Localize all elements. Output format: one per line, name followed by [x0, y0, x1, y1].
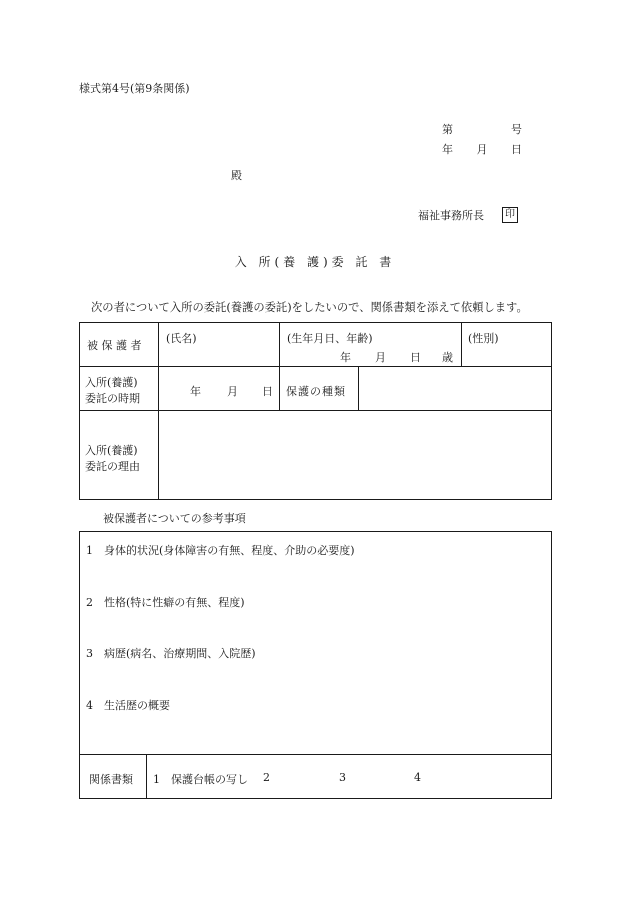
reason-label-line2: 委託の理由 [85, 460, 140, 473]
document-number-line [442, 121, 522, 137]
protection-type-label: 保護の種類 [286, 385, 346, 398]
period-month-unit: 月 [227, 385, 238, 398]
reference-item-personality: 2 性格(特に性癖の有無、程度) [86, 596, 245, 609]
issue-date-line [442, 141, 522, 157]
seal-mark: 印 [502, 207, 518, 223]
intro-text: 次の者について入所の委託(養護の委託)をしたいので、関係書類を添えて依頼します。 [91, 301, 528, 314]
birth-day-unit: 日 [410, 351, 421, 364]
reference-item-medical: 3 病歴(病名、治療期間、入院歴) [86, 647, 256, 660]
reference-item-physical: 1 身体的状況(身体障害の有無、程度、介助の必要度) [86, 544, 355, 557]
age-unit: 歳 [442, 351, 453, 364]
request-table [79, 322, 552, 500]
number-suffix: 号 [511, 123, 522, 136]
period-label-line1: 入所(養護) [85, 376, 138, 389]
related-docs-label: 関係書類 [89, 773, 133, 786]
issue-year: 年 [442, 143, 453, 156]
birth-label: (生年月日、年齢) [287, 332, 373, 345]
birth-month-unit: 月 [375, 351, 386, 364]
document-title: 入 所(養 護)委 託 書 [234, 255, 396, 269]
number-prefix: 第 [442, 123, 453, 136]
period-day-unit: 日 [262, 385, 273, 398]
related-doc-4: 4 [414, 771, 421, 784]
reference-table [79, 531, 552, 799]
birth-year-unit: 年 [340, 351, 351, 364]
related-doc-1: 1 保護台帳の写し [153, 773, 248, 786]
protected-person-label: 被 保 護 者 [87, 339, 142, 352]
sender-title: 福祉事務所長 [418, 209, 484, 222]
issue-month: 月 [476, 143, 488, 156]
reference-item-life-history: 4 生活歴の概要 [86, 699, 170, 712]
related-doc-2: 2 [263, 771, 270, 784]
gender-label: (性別) [468, 332, 499, 345]
reason-label-line1: 入所(養護) [85, 444, 138, 457]
reference-heading: 被保護者についての参考事項 [103, 512, 246, 525]
issue-day: 日 [511, 143, 522, 156]
form-number: 様式第4号(第9条関係) [79, 82, 190, 95]
name-label: (氏名) [166, 332, 197, 345]
related-doc-3: 3 [339, 771, 346, 784]
sender-block [418, 207, 518, 223]
period-label-line2: 委託の時期 [85, 392, 140, 405]
recipient-honorific: 殿 [231, 169, 242, 182]
period-year-unit: 年 [190, 385, 201, 398]
